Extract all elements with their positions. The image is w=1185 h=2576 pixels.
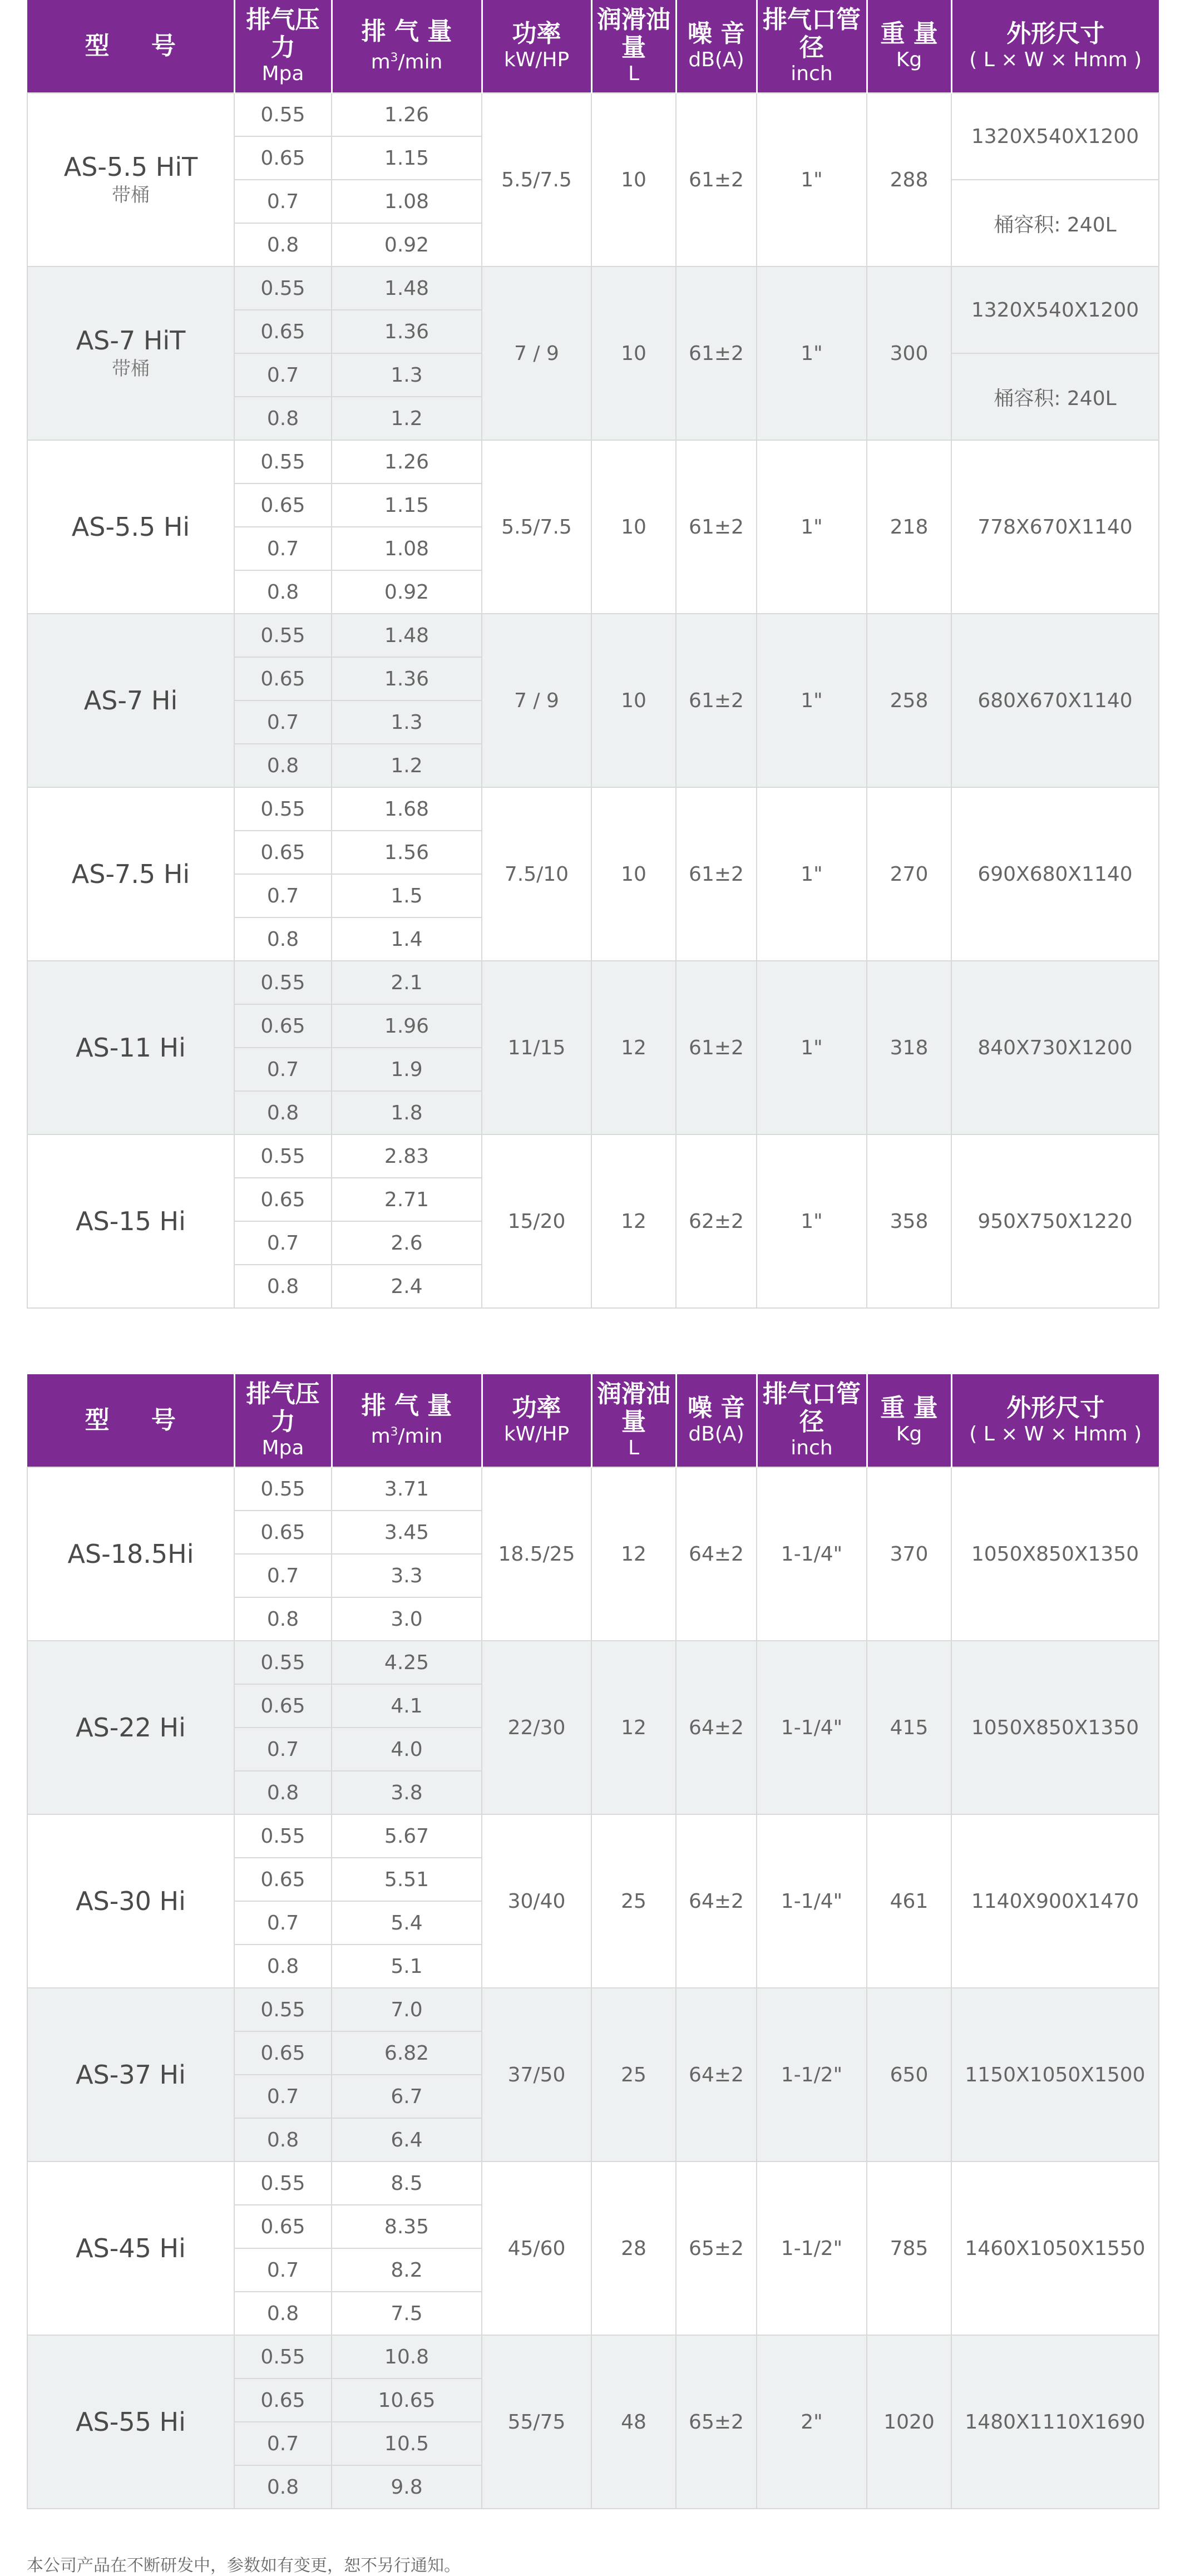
pressure-cell: 0.8 <box>234 1945 332 1988</box>
pressure-cell: 0.7 <box>234 1221 332 1265</box>
power-cell: 11/15 <box>482 961 591 1134</box>
pressure-cell: 0.7 <box>234 353 332 397</box>
weight-cell: 300 <box>867 267 951 440</box>
pressure-cell: 0.7 <box>234 2422 332 2465</box>
model-cell <box>27 1134 234 1308</box>
noise-cell: 64±2 <box>676 1814 757 1988</box>
pressure-cell: 0.55 <box>234 1988 332 2031</box>
pressure-cell: 0.65 <box>234 1511 332 1554</box>
table-row <box>27 1641 1159 1684</box>
table-row <box>27 267 1159 310</box>
flow-cell: 1.48 <box>332 267 482 310</box>
pressure-cell: 0.55 <box>234 961 332 1004</box>
pressure-cell: 0.7 <box>234 527 332 570</box>
flow-header: 排 气 量 $m^3/\min$ <box>332 1374 482 1467</box>
dims-cell: 1050X850X1350 <box>951 1467 1159 1641</box>
weight-cell: 370 <box>867 1467 951 1641</box>
pressure-cell: 0.7 <box>234 700 332 744</box>
pressure-cell: 0.55 <box>234 2335 332 2378</box>
flow-cell: 5.51 <box>332 1858 482 1901</box>
dims-cell: 1320X540X1200 <box>951 93 1159 180</box>
spec-table-2 <box>27 1374 1159 2509</box>
power-cell: 7.5/10 <box>482 787 591 961</box>
pressure-cell: 0.65 <box>234 1684 332 1728</box>
flow-cell: 1.96 <box>332 1004 482 1048</box>
power-cell: 22/30 <box>482 1641 591 1814</box>
noise-cell: 61±2 <box>676 93 757 267</box>
power-cell: 15/20 <box>482 1134 591 1308</box>
outlet-cell: 1-1/4" <box>757 1641 867 1814</box>
pressure-cell: 0.55 <box>234 1134 332 1178</box>
pressure-cell: 0.7 <box>234 1728 332 1771</box>
model-name: AS-7.5 Hi <box>71 859 190 889</box>
pressure-cell: 0.55 <box>234 440 332 483</box>
pressure-cell: 0.8 <box>234 223 332 267</box>
noise-cell: 64±2 <box>676 1988 757 2162</box>
spec-table-1 <box>27 0 1159 1309</box>
flow-header: 排 气 量 $m^3/\min$ <box>332 0 482 93</box>
pressure-cell: 0.7 <box>234 874 332 917</box>
outlet-cell: 1" <box>757 93 867 267</box>
table-header <box>27 1374 1159 1467</box>
model-name: AS-5.5 Hi <box>71 512 190 542</box>
weight-cell: 270 <box>867 787 951 961</box>
oil-cell: 12 <box>591 1134 676 1308</box>
table-row <box>27 2335 1159 2378</box>
flow-cell: 1.36 <box>332 657 482 700</box>
pressure-cell: 0.8 <box>234 397 332 440</box>
pressure-cell: 0.65 <box>234 2031 332 2075</box>
flow-cell: 3.8 <box>332 1771 482 1814</box>
outlet-cell: 1" <box>757 1134 867 1308</box>
model-header: 型 号 <box>27 1374 234 1467</box>
flow-cell: 1.08 <box>332 527 482 570</box>
dims-cell: 690X680X1140 <box>951 787 1159 961</box>
noise-cell: 64±2 <box>676 1467 757 1641</box>
pressure-cell: 0.55 <box>234 614 332 657</box>
outlet-cell: 1" <box>757 267 867 440</box>
flow-cell: 4.25 <box>332 1641 482 1684</box>
flow-cell: 3.0 <box>332 1597 482 1641</box>
model-name: AS-55 Hi <box>76 2407 186 2437</box>
model-cell <box>27 440 234 614</box>
dims-cell: 1460X1050X1550 <box>951 2162 1159 2335</box>
model-cell <box>27 2162 234 2335</box>
pressure-cell: 0.65 <box>234 483 332 527</box>
model-name: AS-11 Hi <box>76 1033 186 1063</box>
pressure-cell: 0.8 <box>234 570 332 614</box>
power-cell: 5.5/7.5 <box>482 440 591 614</box>
oil-cell: 12 <box>591 1641 676 1814</box>
flow-cell: 2.1 <box>332 961 482 1004</box>
pressure-cell: 0.7 <box>234 2248 332 2292</box>
model-group <box>27 1641 1159 1814</box>
weight-cell: 288 <box>867 93 951 267</box>
flow-cell: 6.7 <box>332 2075 482 2118</box>
noise-cell: 61±2 <box>676 787 757 961</box>
flow-cell: 1.15 <box>332 483 482 527</box>
dims-cell: 950X750X1220 <box>951 1134 1159 1308</box>
flow-cell: 1.3 <box>332 353 482 397</box>
flow-cell: 7.0 <box>332 1988 482 2031</box>
power-cell: 37/50 <box>482 1988 591 2162</box>
dims-cell: 1150X1050X1500 <box>951 1988 1159 2162</box>
pressure-cell: 0.55 <box>234 1467 332 1511</box>
weight-header: 重 量 Kg <box>867 1374 951 1467</box>
model-note: 带桶 <box>112 358 150 380</box>
weight-cell: 1020 <box>867 2335 951 2509</box>
power-cell: 7 / 9 <box>482 267 591 440</box>
model-cell <box>27 614 234 787</box>
weight-cell: 415 <box>867 1641 951 1814</box>
oil-cell: 25 <box>591 1988 676 2162</box>
model-cell <box>27 787 234 961</box>
flow-cell: 6.82 <box>332 2031 482 2075</box>
pressure-cell: 0.65 <box>234 1858 332 1901</box>
model-cell <box>27 1467 234 1641</box>
oil-cell: 12 <box>591 961 676 1134</box>
weight-header: 重 量 Kg <box>867 0 951 93</box>
power-cell: 18.5/25 <box>482 1467 591 1641</box>
pressure-cell: 0.55 <box>234 787 332 831</box>
model-name: AS-22 Hi <box>76 1713 186 1743</box>
noise-cell: 64±2 <box>676 1641 757 1814</box>
flow-cell: 2.6 <box>332 1221 482 1265</box>
dims-cell: 1320X540X1200 <box>951 267 1159 353</box>
noise-cell: 61±2 <box>676 961 757 1134</box>
table-row <box>27 93 1159 136</box>
oil-cell: 48 <box>591 2335 676 2509</box>
flow-cell: 10.5 <box>332 2422 482 2465</box>
model-group <box>27 961 1159 1134</box>
pressure-cell: 0.55 <box>234 1814 332 1858</box>
dims-cell: 1140X900X1470 <box>951 1814 1159 1988</box>
pressure-cell: 0.8 <box>234 2292 332 2335</box>
flow-cell: 1.2 <box>332 744 482 787</box>
pressure-cell: 0.7 <box>234 1554 332 1597</box>
flow-cell: 9.8 <box>332 2465 482 2509</box>
noise-cell: 65±2 <box>676 2335 757 2509</box>
oil-cell: 10 <box>591 440 676 614</box>
dims-cell: 778X670X1140 <box>951 440 1159 614</box>
flow-cell: 3.71 <box>332 1467 482 1511</box>
outlet-cell: 1" <box>757 614 867 787</box>
power-cell: 7 / 9 <box>482 614 591 787</box>
footnote: 本公司产品在不断研发中，参数如有变更，恕不另行通知。 <box>27 2556 461 2575</box>
flow-cell: 1.36 <box>332 310 482 353</box>
power-cell: 45/60 <box>482 2162 591 2335</box>
flow-cell: 5.67 <box>332 1814 482 1858</box>
flow-cell: 8.2 <box>332 2248 482 2292</box>
table-row <box>27 1467 1159 1511</box>
flow-cell: 0.92 <box>332 570 482 614</box>
model-cell <box>27 93 234 267</box>
model-cell <box>27 2335 234 2509</box>
dims-cell: 1050X850X1350 <box>951 1641 1159 1814</box>
noise-header: 噪 音 dB(A) <box>676 0 757 93</box>
model-group <box>27 440 1159 614</box>
flow-cell: 1.08 <box>332 180 482 223</box>
flow-cell: 1.9 <box>332 1048 482 1091</box>
flow-cell: 7.5 <box>332 2292 482 2335</box>
pressure-cell: 0.55 <box>234 267 332 310</box>
noise-header: 噪 音 dB(A) <box>676 1374 757 1467</box>
model-group <box>27 1988 1159 2162</box>
flow-cell: 5.1 <box>332 1945 482 1988</box>
flow-cell: 1.26 <box>332 440 482 483</box>
flow-cell: 1.68 <box>332 787 482 831</box>
table-header <box>27 0 1159 93</box>
model-name: AS-15 Hi <box>76 1206 186 1236</box>
flow-cell: 1.56 <box>332 831 482 874</box>
tank-volume-cell: 桶容积: 240L <box>951 353 1159 440</box>
pressure-cell: 0.65 <box>234 1004 332 1048</box>
weight-cell: 461 <box>867 1814 951 1988</box>
flow-cell: 1.48 <box>332 614 482 657</box>
oil-cell: 10 <box>591 614 676 787</box>
flow-cell: 6.4 <box>332 2118 482 2162</box>
table-row <box>27 614 1159 657</box>
model-group <box>27 2162 1159 2335</box>
pressure-cell: 0.8 <box>234 917 332 961</box>
model-name: AS-37 Hi <box>76 2060 186 2090</box>
flow-cell: 8.35 <box>332 2205 482 2248</box>
pressure-cell: 0.8 <box>234 2118 332 2162</box>
flow-cell: 3.45 <box>332 1511 482 1554</box>
weight-cell: 650 <box>867 1988 951 2162</box>
pressure-cell: 0.65 <box>234 136 332 180</box>
pressure-cell: 0.8 <box>234 2465 332 2509</box>
table-row <box>27 2162 1159 2205</box>
outlet-cell: 1-1/4" <box>757 1814 867 1988</box>
flow-cell: 1.2 <box>332 397 482 440</box>
flow-cell: 2.71 <box>332 1178 482 1221</box>
flow-cell: 4.1 <box>332 1684 482 1728</box>
model-name: AS-18.5Hi <box>67 1539 194 1569</box>
outlet-cell: 1" <box>757 961 867 1134</box>
model-group <box>27 267 1159 440</box>
pressure-cell: 0.55 <box>234 2162 332 2205</box>
model-header: 型 号 <box>27 0 234 93</box>
noise-cell: 61±2 <box>676 440 757 614</box>
flow-cell: 2.83 <box>332 1134 482 1178</box>
table-row <box>27 1988 1159 2031</box>
outlet-cell: 2" <box>757 2335 867 2509</box>
pressure-cell: 0.65 <box>234 1178 332 1221</box>
model-note: 带桶 <box>112 184 150 206</box>
table-row <box>27 1814 1159 1858</box>
power-cell: 55/75 <box>482 2335 591 2509</box>
flow-cell: 0.92 <box>332 223 482 267</box>
table-row <box>27 440 1159 483</box>
model-name: AS-5.5 HiT <box>63 152 198 182</box>
outlet-cell: 1" <box>757 440 867 614</box>
oil-cell: 25 <box>591 1814 676 1988</box>
model-group <box>27 2335 1159 2509</box>
oil-cell: 12 <box>591 1467 676 1641</box>
flow-cell: 1.3 <box>332 700 482 744</box>
model-name: AS-7 HiT <box>76 325 186 356</box>
weight-cell: 358 <box>867 1134 951 1308</box>
model-group <box>27 1467 1159 1641</box>
dims-header: 外形尺寸 ( L × W × Hmm ) <box>951 0 1159 93</box>
noise-cell: 61±2 <box>676 267 757 440</box>
pressure-cell: 0.65 <box>234 2205 332 2248</box>
model-name: AS-30 Hi <box>76 1886 186 1916</box>
flow-cell: 1.5 <box>332 874 482 917</box>
pressure-cell: 0.55 <box>234 1641 332 1684</box>
flow-cell: 5.4 <box>332 1901 482 1945</box>
model-group <box>27 614 1159 787</box>
flow-cell: 8.5 <box>332 2162 482 2205</box>
outlet-cell: 1-1/2" <box>757 2162 867 2335</box>
table-row <box>27 787 1159 831</box>
flow-cell: 1.26 <box>332 93 482 136</box>
model-cell <box>27 961 234 1134</box>
pressure-cell: 0.65 <box>234 831 332 874</box>
flow-cell: 1.8 <box>332 1091 482 1134</box>
oil-cell: 10 <box>591 93 676 267</box>
flow-cell: 2.4 <box>332 1265 482 1308</box>
table-row <box>27 961 1159 1004</box>
model-cell <box>27 1814 234 1988</box>
pressure-cell: 0.55 <box>234 93 332 136</box>
dims-cell: 840X730X1200 <box>951 961 1159 1134</box>
oil-header: 润滑油量 L <box>591 1374 676 1467</box>
weight-cell: 318 <box>867 961 951 1134</box>
model-group <box>27 1814 1159 1988</box>
outlet-header: 排气口管径 inch <box>757 1374 867 1467</box>
pressure-cell: 0.7 <box>234 1048 332 1091</box>
dims-cell: 680X670X1140 <box>951 614 1159 787</box>
power-cell: 5.5/7.5 <box>482 93 591 267</box>
tank-volume-cell: 桶容积: 240L <box>951 180 1159 267</box>
pressure-cell: 0.65 <box>234 310 332 353</box>
table-row <box>27 1134 1159 1178</box>
model-cell <box>27 1988 234 2162</box>
pressure-cell: 0.8 <box>234 744 332 787</box>
pressure-cell: 0.7 <box>234 1901 332 1945</box>
weight-cell: 258 <box>867 614 951 787</box>
outlet-cell: 1" <box>757 787 867 961</box>
outlet-header: 排气口管径 inch <box>757 0 867 93</box>
weight-cell: 785 <box>867 2162 951 2335</box>
pressure-cell: 0.65 <box>234 657 332 700</box>
noise-cell: 62±2 <box>676 1134 757 1308</box>
model-cell <box>27 1641 234 1814</box>
oil-cell: 10 <box>591 787 676 961</box>
flow-cell: 3.3 <box>332 1554 482 1597</box>
model-group <box>27 93 1159 267</box>
model-group <box>27 1134 1159 1308</box>
model-name: AS-45 Hi <box>76 2233 186 2263</box>
pressure-cell: 0.8 <box>234 1597 332 1641</box>
outlet-cell: 1-1/2" <box>757 1988 867 2162</box>
pressure-cell: 0.8 <box>234 1771 332 1814</box>
pressure-cell: 0.7 <box>234 180 332 223</box>
noise-cell: 61±2 <box>676 614 757 787</box>
pressure-cell: 0.7 <box>234 2075 332 2118</box>
flow-cell: 10.8 <box>332 2335 482 2378</box>
noise-cell: 65±2 <box>676 2162 757 2335</box>
pressure-cell: 0.8 <box>234 1091 332 1134</box>
flow-cell: 1.15 <box>332 136 482 180</box>
flow-cell: 4.0 <box>332 1728 482 1771</box>
power-header: 功率 kW/HP <box>482 0 591 93</box>
oil-cell: 10 <box>591 267 676 440</box>
pressure-header: 排气压力 Mpa <box>234 1374 332 1467</box>
dims-cell: 1480X1110X1690 <box>951 2335 1159 2509</box>
pressure-cell: 0.65 <box>234 2378 332 2422</box>
flow-cell: 10.65 <box>332 2378 482 2422</box>
oil-cell: 28 <box>591 2162 676 2335</box>
model-group <box>27 787 1159 961</box>
power-cell: 30/40 <box>482 1814 591 1988</box>
oil-header: 润滑油量 L <box>591 0 676 93</box>
model-name: AS-7 Hi <box>83 685 178 715</box>
pressure-header: 排气压力 Mpa <box>234 0 332 93</box>
pressure-cell: 0.8 <box>234 1265 332 1308</box>
dims-header: 外形尺寸 ( L × W × Hmm ) <box>951 1374 1159 1467</box>
outlet-cell: 1-1/4" <box>757 1467 867 1641</box>
weight-cell: 218 <box>867 440 951 614</box>
model-cell <box>27 267 234 440</box>
power-header: 功率 kW/HP <box>482 1374 591 1467</box>
flow-cell: 1.4 <box>332 917 482 961</box>
